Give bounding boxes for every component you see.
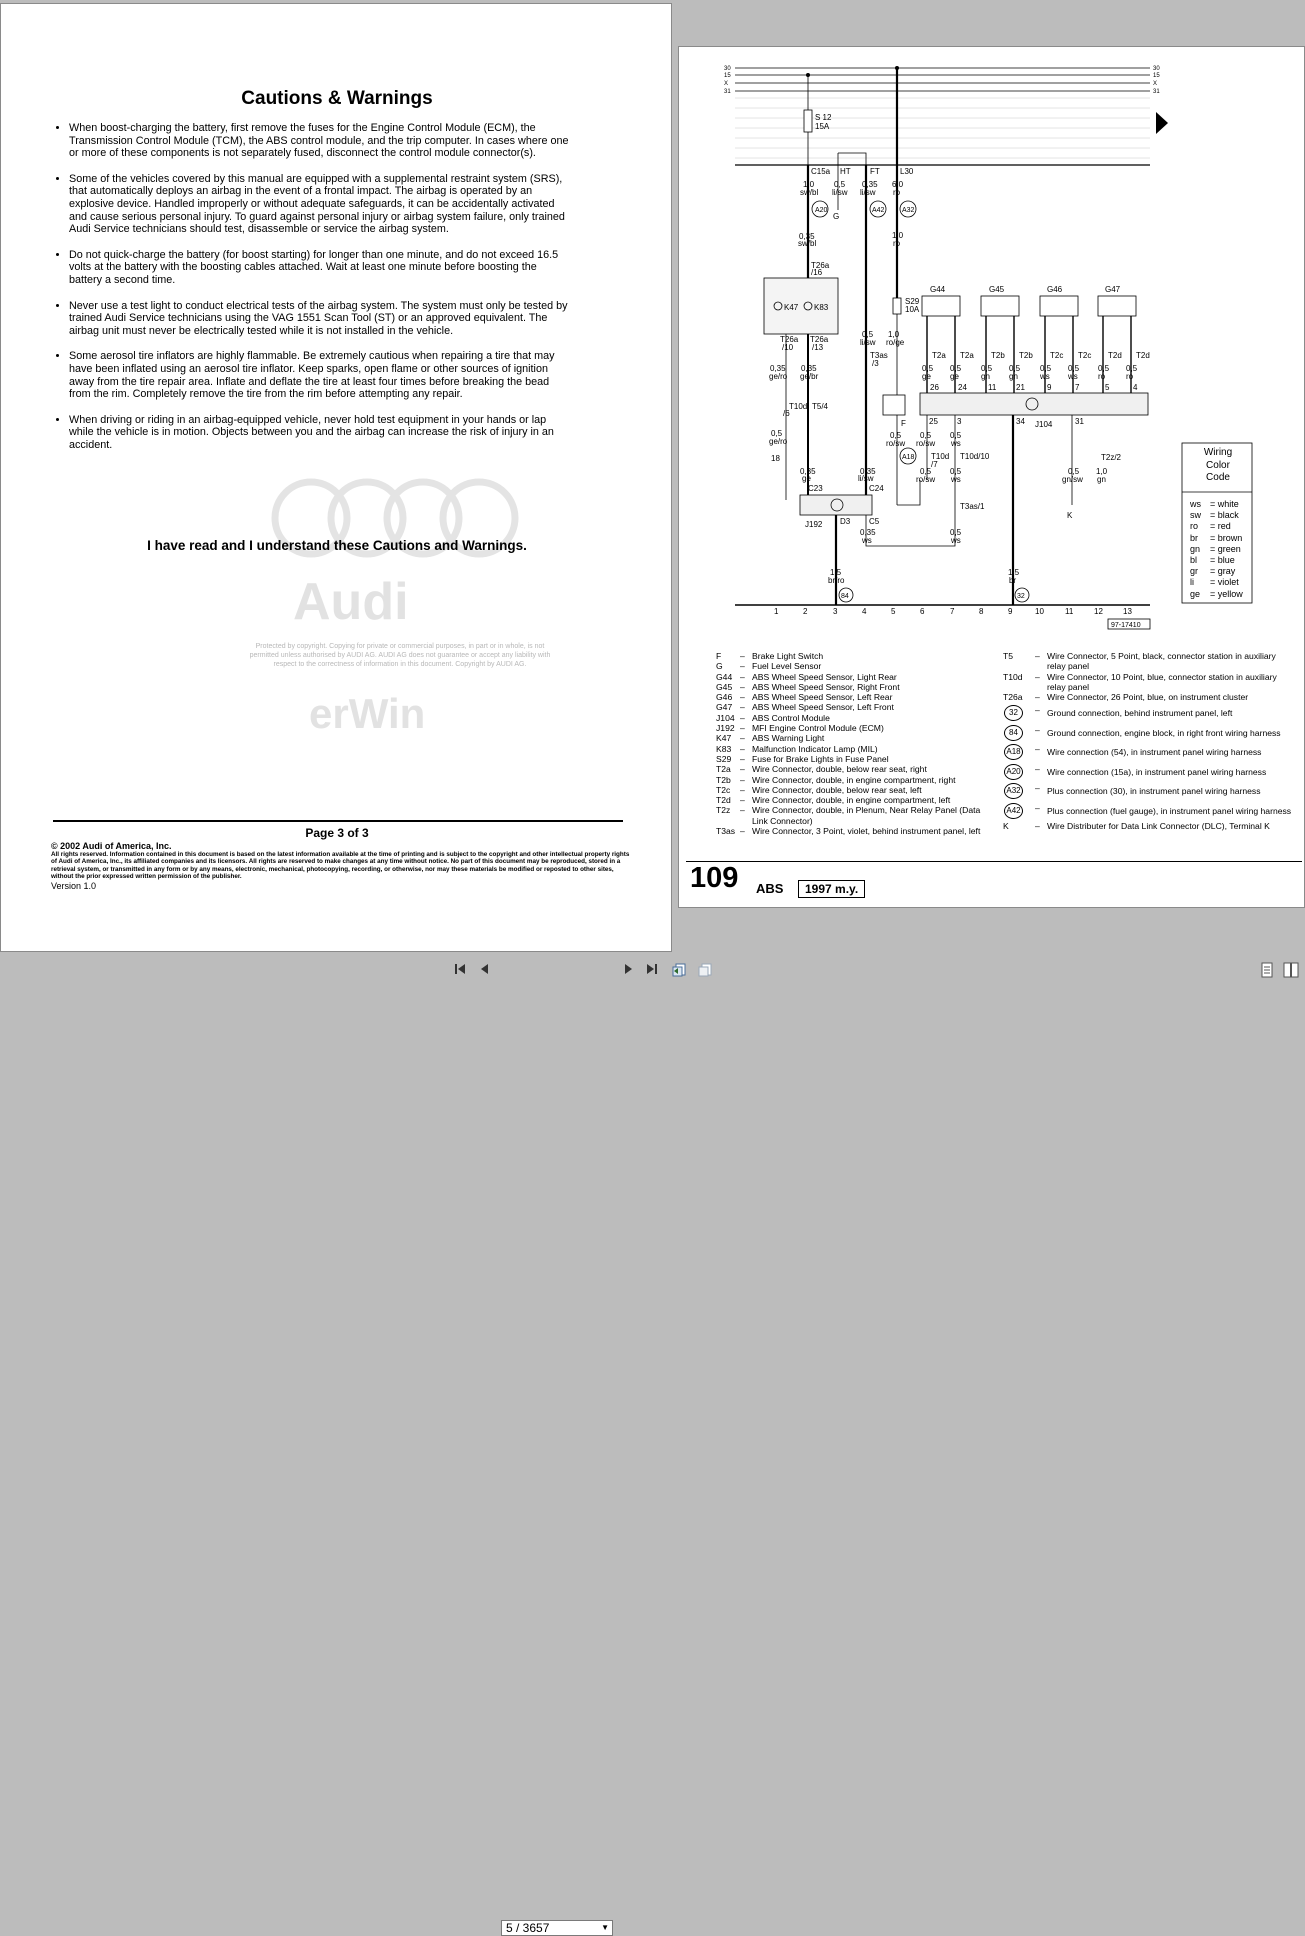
page-title: Cautions & Warnings — [241, 88, 433, 109]
svg-text:T26a: T26a — [810, 335, 829, 344]
svg-text:1,0: 1,0 — [1096, 467, 1108, 476]
svg-text:5: 5 — [1105, 383, 1110, 392]
svg-text:ge/ro: ge/ro — [769, 372, 788, 381]
svg-text:ws: ws — [951, 536, 961, 545]
svg-text:J104: J104 — [1035, 420, 1053, 429]
ground-position: 1 — [774, 607, 779, 616]
svg-text:T2b: T2b — [1019, 351, 1033, 360]
color-code-row: li = violet — [1190, 577, 1239, 588]
svg-text:10A: 10A — [905, 305, 920, 314]
svg-text:0,5: 0,5 — [771, 429, 783, 438]
svg-text:0,5: 0,5 — [950, 528, 962, 537]
svg-text:11: 11 — [988, 383, 997, 392]
svg-text:0,35: 0,35 — [862, 180, 878, 189]
svg-text:6,0: 6,0 — [892, 180, 904, 189]
bus-label: 30 — [724, 66, 731, 72]
legend-row: T2a – Wire Connector, double, below rear seat, right — [716, 764, 927, 775]
page-number-select[interactable] — [501, 1920, 613, 1936]
svg-text:A18: A18 — [902, 454, 915, 461]
legend-row: A20 – Wire connection (15a), in instrument panel wiring harness — [1003, 764, 1293, 780]
svg-text:21: 21 — [1016, 383, 1025, 392]
svg-text:S 12: S 12 — [815, 113, 832, 122]
legend-row: S29 – Fuse for Brake Lights in Fuse Panel — [716, 753, 889, 764]
svg-text:br: br — [1009, 576, 1017, 585]
caution-item: • Some aerosol tire inflators are highly flammable. Be extremely cautious when repairing a tire that may have been inflated using an aerosol tire inflator. Keep sparks, open flame or other sources of ignition away from the tire repair area. Inflate and deflate the tire at least four times before breaking the bead from the rim. Completely remove the tire from the rim before attempting any repair. — [69, 350, 569, 400]
svg-text:0,35: 0,35 — [860, 467, 876, 476]
svg-text:ro: ro — [893, 239, 901, 248]
chevron-down-icon: ▼ — [601, 1923, 609, 1932]
legend-row: G44 – ABS Wheel Speed Sensor, Light Rear — [716, 671, 897, 682]
svg-text:J192: J192 — [805, 520, 823, 529]
viewer-toolbar — [0, 958, 1305, 1935]
svg-text:0,5: 0,5 — [890, 431, 902, 440]
model-year-badge: 1997 m.y. — [798, 880, 865, 898]
svg-text:0,5: 0,5 — [1068, 467, 1080, 476]
svg-text:S29: S29 — [905, 297, 920, 306]
svg-text:ws: ws — [1040, 372, 1050, 381]
svg-text:K: K — [1067, 511, 1073, 520]
svg-text:25: 25 — [929, 417, 938, 426]
svg-text:T2a: T2a — [932, 351, 946, 360]
legal-notice: All rights reserved. Information contained in this document is based on the latest information available at the time of printing and is subject to the copyright and other intellectual property rights of Audi of America, Inc., its affiliated companies and its licensors. All rights are reserved to make changes at any time without notice. No part of this document may be reproduced, stored in a retrieval system, or transmitted in any form or by any means, electronic, mechanical, photocopying, recording, or otherwise, nor may these materials be modified or reposted to other sites, without the prior expressed written permission of the publisher. — [51, 851, 630, 880]
svg-text:ro/sw: ro/sw — [916, 439, 936, 448]
svg-text:ws: ws — [1068, 372, 1078, 381]
svg-text:34: 34 — [1016, 417, 1025, 426]
bus-label: 15 — [724, 73, 731, 79]
svg-text:T26a: T26a — [811, 261, 830, 270]
ground-position: 5 — [891, 607, 896, 616]
first-page-icon — [453, 962, 467, 976]
svg-text:T2b: T2b — [991, 351, 1005, 360]
svg-text:0,5: 0,5 — [1040, 364, 1052, 373]
svg-text:T2d: T2d — [1136, 351, 1150, 360]
svg-text:/6: /6 — [783, 409, 790, 418]
legend-row: G – Fuel Level Sensor — [716, 661, 822, 672]
svg-text:1,0: 1,0 — [888, 330, 900, 339]
version-label: Version 1.0 — [51, 881, 97, 891]
svg-text:1,0: 1,0 — [803, 180, 815, 189]
bus-label: X — [724, 81, 729, 87]
svg-text:G: G — [833, 212, 840, 221]
svg-text:26: 26 — [930, 383, 939, 392]
next-page-icon — [621, 962, 635, 976]
color-code-row: ws = white — [1190, 499, 1239, 509]
svg-text:ro/sw: ro/sw — [886, 439, 906, 448]
page-number-label: Page 3 of 3 — [305, 826, 369, 840]
svg-text:0,35: 0,35 — [770, 364, 786, 373]
svg-text:ge: ge — [950, 372, 959, 381]
svg-text:HT: HT — [840, 167, 851, 176]
ground-position: 8 — [979, 607, 984, 616]
color-code-row: sw = black — [1190, 510, 1239, 521]
erwin-watermark: erWin — [309, 690, 426, 737]
svg-text:15A: 15A — [815, 122, 830, 131]
svg-text:C15a: C15a — [811, 167, 831, 176]
svg-text:0,5: 0,5 — [1068, 364, 1080, 373]
color-code-row: bl = blue — [1190, 555, 1235, 566]
ground-position: 3 — [833, 607, 838, 616]
caution-item: • When boost-charging the battery, first remove the fuses for the Engine Control Module (ECM), the Transmission Control Module (TCM), the ABS control module, and the trip computer. In cases where one or more of these components is not separately fused, disconnect the control module connector(s). — [69, 122, 569, 160]
svg-text:T2d: T2d — [1108, 351, 1122, 360]
svg-text:T26a: T26a — [780, 335, 799, 344]
svg-text:T10d/10: T10d/10 — [960, 452, 990, 461]
svg-text:0,5: 0,5 — [1126, 364, 1138, 373]
previous-page-icon — [478, 962, 492, 976]
two-page-view-button[interactable] — [1282, 962, 1300, 978]
svg-text:84: 84 — [841, 593, 849, 600]
svg-text:C5: C5 — [869, 517, 880, 526]
bus-label: 30 — [1153, 66, 1160, 72]
svg-text:0,5: 0,5 — [950, 431, 962, 440]
svg-text:ge: ge — [802, 474, 811, 483]
wiring-color-code-list — [1190, 499, 1243, 600]
svg-text:/7: /7 — [931, 460, 938, 469]
svg-text:0,5: 0,5 — [950, 467, 962, 476]
svg-text:0,35: 0,35 — [860, 528, 876, 537]
page-footer-rule — [686, 861, 1302, 862]
legend-row: K47 – ABS Warning Light — [716, 733, 825, 744]
single-page-view-button[interactable] — [1259, 962, 1275, 978]
svg-text:D3: D3 — [840, 517, 851, 526]
legend-row: 32 – Ground connection, behind instrument panel, left — [1003, 705, 1293, 721]
legend-row: K – Wire Distributer for Data Link Connector (DLC), Terminal K — [1003, 821, 1270, 832]
color-code-row: br = brown — [1190, 532, 1243, 543]
last-page-icon — [645, 962, 659, 976]
svg-text:li/sw: li/sw — [860, 188, 876, 197]
svg-text:ws: ws — [862, 536, 872, 545]
svg-text:FT: FT — [870, 167, 880, 176]
svg-text:K83: K83 — [814, 303, 829, 312]
audi-brand-watermark: Audi — [293, 573, 409, 631]
svg-text:li/sw: li/sw — [832, 188, 848, 197]
svg-text:/3: /3 — [872, 359, 879, 368]
svg-text:C23: C23 — [808, 484, 823, 493]
color-code-row: ge = yellow — [1190, 588, 1243, 599]
legend-row: T26a – Wire Connector, 26 Point, blue, on instrument cluster — [1003, 692, 1249, 703]
go-back-view-icon — [671, 962, 687, 978]
svg-text:li/sw: li/sw — [858, 474, 874, 483]
legend-row: G45 – ABS Wheel Speed Sensor, Right Front — [716, 681, 900, 692]
svg-text:sw/bl: sw/bl — [798, 239, 817, 248]
two-page-icon — [1283, 962, 1299, 978]
legend-row: T10d – Wire Connector, 10 Point, blue, connector station in auxiliary relay panel — [1003, 671, 1277, 692]
svg-text:T10d: T10d — [931, 452, 950, 461]
svg-text:0,5: 0,5 — [834, 180, 846, 189]
go-back-view-button[interactable] — [670, 962, 688, 978]
svg-text:G46: G46 — [1047, 285, 1063, 294]
svg-text:1,5: 1,5 — [1008, 568, 1020, 577]
bus-label: 31 — [724, 89, 731, 95]
caution-item: • When driving or riding in an airbag-equipped vehicle, never hold test equipment in your hands or lap while the vehicle is in motion. Objects between you and the airbag can increase the risk of injury in an accident. — [69, 414, 569, 452]
svg-text:0,5: 0,5 — [950, 364, 962, 373]
svg-text:T3as: T3as — [870, 351, 888, 360]
color-code-row: gn = green — [1190, 543, 1241, 554]
diagram-page-number: 109 — [690, 862, 739, 894]
svg-text:T10d: T10d — [789, 402, 808, 411]
page-number-value: 5 / 3657 — [506, 1921, 550, 1935]
svg-text:ro/sw: ro/sw — [916, 475, 936, 484]
svg-text:0,5: 0,5 — [1098, 364, 1110, 373]
corporate-copyright: © 2002 Audi of America, Inc. — [51, 841, 172, 851]
previous-page-button[interactable] — [477, 962, 493, 978]
svg-text:br/ro: br/ro — [828, 576, 845, 585]
svg-text:0,5: 0,5 — [920, 431, 932, 440]
svg-text:A42: A42 — [872, 207, 885, 214]
legend-row: K83 – Malfunction Indicator Lamp (MIL) — [716, 743, 878, 754]
svg-text:T5/4: T5/4 — [812, 402, 829, 411]
diagram-number: 97-17410 — [1111, 622, 1141, 629]
svg-text:li/sw: li/sw — [860, 338, 876, 347]
svg-text:T2c: T2c — [1050, 351, 1064, 360]
svg-text:T2a: T2a — [960, 351, 974, 360]
caution-item: • Do not quick-charge the battery (for boost starting) for longer than one minute, and do not exceed 16.5 volts at the battery with the boosting cables attached. Wait at least one minute before boosting the battery a second time. — [69, 249, 569, 287]
acknowledgement-text: I have read and I understand these Cautions and Warnings. — [147, 538, 527, 553]
svg-text:0,5: 0,5 — [862, 330, 874, 339]
svg-text:ws: ws — [951, 475, 961, 484]
svg-text:ro: ro — [1126, 372, 1134, 381]
legend-row: 84 – Ground connection, engine block, in right front wiring harness — [1003, 725, 1293, 741]
svg-text:18: 18 — [771, 454, 780, 463]
svg-text:T3as/1: T3as/1 — [960, 502, 985, 511]
wiring-color-code-title: Wiring Color Code — [1203, 447, 1233, 483]
svg-text:gn: gn — [981, 372, 990, 381]
ground-position: 4 — [862, 607, 867, 616]
bus-label: 15 — [1153, 73, 1160, 79]
svg-text:L30: L30 — [900, 167, 914, 176]
svg-text:gn: gn — [1009, 372, 1018, 381]
svg-text:0,35: 0,35 — [800, 467, 816, 476]
svg-text:K47: K47 — [784, 303, 799, 312]
legend-row: G47 – ABS Wheel Speed Sensor, Left Front — [716, 702, 894, 713]
legend-row: T2z – Wire Connector, double, in Plenum, Near Relay Panel (Data Link Connector) — [716, 805, 981, 826]
caution-item: • Some of the vehicles covered by this manual are equipped with a supplemental restraint system (SRS), that automatically deploys an airbag in the event of a frontal impact. The airbag is operated by an explosive device. Handled improperly or without adequate safeguards, it can be accidentally activated and cause serious personal injury. To guard against personal injury or airbag system failure, only trained Audi Service technicians should test, disassemble or service the airbag system. — [69, 173, 569, 236]
svg-text:ro/ge: ro/ge — [886, 338, 905, 347]
legend-row: T2c – Wire Connector, double, below rear seat, left — [716, 784, 922, 795]
legend-row: A42 – Plus connection (fuel gauge), in instrument panel wiring harness — [1003, 803, 1293, 819]
legend-row: T3as – Wire Connector, 3 Point, violet, behind instrument panel, left — [716, 826, 981, 837]
legend-row: A18 – Wire connection (54), in instrument panel wiring harness — [1003, 744, 1293, 760]
ground-position: 12 — [1094, 607, 1103, 616]
svg-text:/16: /16 — [811, 268, 823, 277]
svg-text:0,5: 0,5 — [1009, 364, 1021, 373]
ground-position: 6 — [920, 607, 925, 616]
svg-text:/10: /10 — [782, 343, 794, 352]
svg-text:9: 9 — [1047, 383, 1052, 392]
svg-text:4: 4 — [1133, 383, 1138, 392]
svg-text:T2c: T2c — [1078, 351, 1092, 360]
svg-text:3: 3 — [957, 417, 962, 426]
first-page-button[interactable] — [452, 962, 468, 978]
svg-text:C24: C24 — [869, 484, 884, 493]
svg-text:0,5: 0,5 — [922, 364, 934, 373]
svg-text:G45: G45 — [989, 285, 1005, 294]
svg-text:24: 24 — [958, 383, 967, 392]
svg-text:32: 32 — [1017, 593, 1025, 600]
ground-position: 10 — [1035, 607, 1044, 616]
svg-text:F: F — [901, 419, 906, 428]
document-page-left — [0, 3, 672, 952]
svg-text:0,5: 0,5 — [981, 364, 993, 373]
legend-row: J192 – MFI Engine Control Module (ECM) — [716, 723, 884, 734]
svg-text:31: 31 — [1075, 417, 1084, 426]
svg-text:ro: ro — [893, 188, 901, 197]
caution-item: • Never use a test light to conduct electrical tests of the airbag system. The system must only be tested by trained Audi Service technicians using the VAG 1551 Scan Tool (ST) or an approved equivalent. The airbag unit must never be electrically tested while it is not installed in the vehicle. — [69, 300, 569, 338]
ground-position: 13 — [1123, 607, 1132, 616]
ground-position: 2 — [803, 607, 808, 616]
color-code-row: ro = red — [1190, 521, 1231, 532]
legend-row: T2d – Wire Connector, double, in engine compartment, left — [716, 795, 951, 806]
go-forward-view-icon — [697, 962, 713, 978]
component-legend-right — [1003, 651, 1293, 832]
svg-text:T2z/2: T2z/2 — [1101, 453, 1122, 462]
bus-label: 31 — [1153, 89, 1160, 95]
bus-label: X — [1153, 81, 1158, 87]
svg-text:A20: A20 — [815, 207, 828, 214]
color-code-row: gr = gray — [1190, 566, 1236, 577]
legend-row: F – Brake Light Switch — [716, 651, 824, 661]
system-label: ABS — [756, 881, 784, 896]
legend-row: T2b – Wire Connector, double, in engine compartment, right — [716, 774, 956, 785]
copyright-watermark: Protected by copyright. Copying for private or commercial purposes, in part or in whole, is not permitted unless authorised by AUDI AG. AUDI AG does not guarantee or accept any liability with respect to the correctness of information in this document. Copyright by AUDI AG. — [249, 643, 551, 668]
last-page-button[interactable] — [644, 962, 660, 978]
ground-position-scale — [774, 607, 1132, 616]
svg-text:/13: /13 — [812, 343, 824, 352]
svg-text:gn: gn — [1097, 475, 1106, 484]
svg-text:G47: G47 — [1105, 285, 1121, 294]
svg-text:1,0: 1,0 — [892, 231, 904, 240]
svg-text:ge/ro: ge/ro — [769, 437, 788, 446]
svg-text:0,35: 0,35 — [801, 364, 817, 373]
legend-row: J104 – ABS Control Module — [716, 712, 830, 723]
svg-text:7: 7 — [1075, 383, 1080, 392]
next-page-button[interactable] — [620, 962, 636, 978]
svg-text:gn/sw: gn/sw — [1062, 475, 1083, 484]
footer-divider — [53, 820, 623, 822]
svg-text:1,5: 1,5 — [830, 568, 842, 577]
svg-text:ge/br: ge/br — [800, 372, 819, 381]
svg-text:0,5: 0,5 — [920, 467, 932, 476]
ground-position: 11 — [1065, 607, 1074, 616]
ground-position: 9 — [1008, 607, 1013, 616]
legend-row: G46 – ABS Wheel Speed Sensor, Left Rear — [716, 692, 893, 703]
ground-position: 7 — [950, 607, 955, 616]
go-forward-view-button[interactable] — [696, 962, 714, 978]
svg-text:ge: ge — [922, 372, 931, 381]
svg-text:sw/bl: sw/bl — [800, 188, 819, 197]
svg-text:ro: ro — [1098, 372, 1106, 381]
svg-text:ws: ws — [951, 439, 961, 448]
component-legend-left — [716, 651, 986, 836]
legend-row: T5 – Wire Connector, 5 Point, black, connector station in auxiliary relay panel — [1003, 651, 1276, 672]
svg-text:G44: G44 — [930, 285, 946, 294]
svg-text:0,35: 0,35 — [799, 232, 815, 241]
cautions-list — [47, 122, 569, 464]
svg-text:A32: A32 — [902, 207, 915, 214]
single-page-icon — [1260, 962, 1274, 978]
legend-row: A32 – Plus connection (30), in instrument panel wiring harness — [1003, 783, 1293, 799]
